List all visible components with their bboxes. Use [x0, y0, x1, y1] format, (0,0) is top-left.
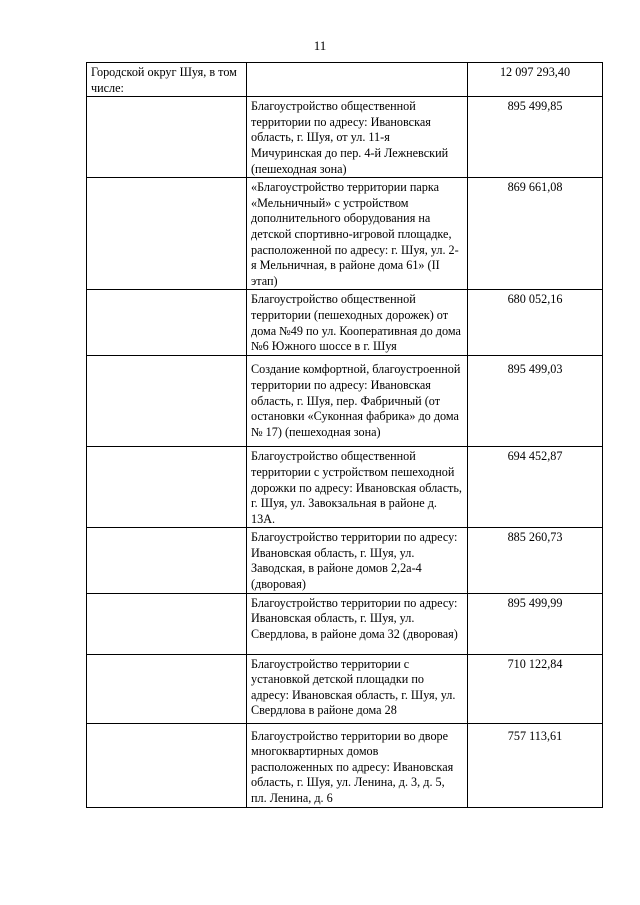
page-number: 11 [313, 38, 327, 53]
amount-cell: 694 452,87 [468, 447, 603, 528]
project-cell: Благоустройство территории во дворе многоквартирных домов расположенных по адресу: Ивановская область, г. Шуя, ул. Ленина, д. 3, д. 5, пл. Ленина, д. 6 [247, 723, 468, 807]
amount-cell: 895 499,99 [468, 593, 603, 654]
table-row [87, 97, 603, 178]
project-cell: Благоустройство общественной территории по адресу: Ивановская область, г. Шуя, от ул. 11-я Мичуринская до пер. 4-й Лежневский (пешеходная зона) [247, 97, 468, 178]
funding-table [86, 62, 603, 808]
project-cell: Благоустройство территории по адресу: Ивановская область, г. Шуя, ул. Заводская, в районе домов 2,2а-4 (дворовая) [247, 528, 468, 593]
district-cell [87, 723, 247, 807]
district-cell [87, 528, 247, 593]
table-row [87, 593, 603, 654]
project-cell: «Благоустройство территории парка «Мельничный» с устройством дополнительного оборудования на детской спортивно-игровой площадке, расположенной по адресу: г. Шуя, ул. 2-я Мельничная, в районе дома 61» (II этап) [247, 178, 468, 290]
district-cell [87, 447, 247, 528]
table-row [87, 723, 603, 807]
project-cell [247, 63, 468, 97]
table-row [87, 290, 603, 356]
table-row [87, 654, 603, 723]
table-header-row [87, 63, 603, 97]
district-cell [87, 654, 247, 723]
amount-cell: 710 122,84 [468, 654, 603, 723]
project-cell: Благоустройство общественной территории с устройством пешеходной дорожки по адресу: Ивановская область, г. Шуя, ул. Завокзальная в районе д. 13А. [247, 447, 468, 528]
district-cell: Городской округ Шуя, в том числе: [87, 63, 247, 97]
district-cell [87, 593, 247, 654]
table-row [87, 447, 603, 528]
project-cell: Благоустройство территории с установкой детской площадки по адресу: Ивановская область, г. Шуя, ул. Свердлова в районе дома 28 [247, 654, 468, 723]
amount-cell: 757 113,61 [468, 723, 603, 807]
amount-cell: 680 052,16 [468, 290, 603, 356]
project-cell: Благоустройство общественной территории (пешеходных дорожек) от дома №49 по ул. Кооперативная до дома №6 Южного шоссе в г. Шуя [247, 290, 468, 356]
district-cell [87, 290, 247, 356]
project-cell: Благоустройство территории по адресу: Ивановская область, г. Шуя, ул. Свердлова, в районе дома 32 (дворовая) [247, 593, 468, 654]
amount-cell: 885 260,73 [468, 528, 603, 593]
amount-cell: 895 499,03 [468, 356, 603, 447]
district-cell [87, 356, 247, 447]
amount-cell: 12 097 293,40 [468, 63, 603, 97]
table-row [87, 356, 603, 447]
amount-cell: 895 499,85 [468, 97, 603, 178]
district-cell [87, 178, 247, 290]
table-row [87, 528, 603, 593]
project-cell: Создание комфортной, благоустроенной территории по адресу: Ивановская область, г. Шуя, пер. Фабричный (от остановки «Суконная фабрика» до дома № 17) (пешеходная зона) [247, 356, 468, 447]
table-row [87, 178, 603, 290]
amount-cell: 869 661,08 [468, 178, 603, 290]
district-cell [87, 97, 247, 178]
